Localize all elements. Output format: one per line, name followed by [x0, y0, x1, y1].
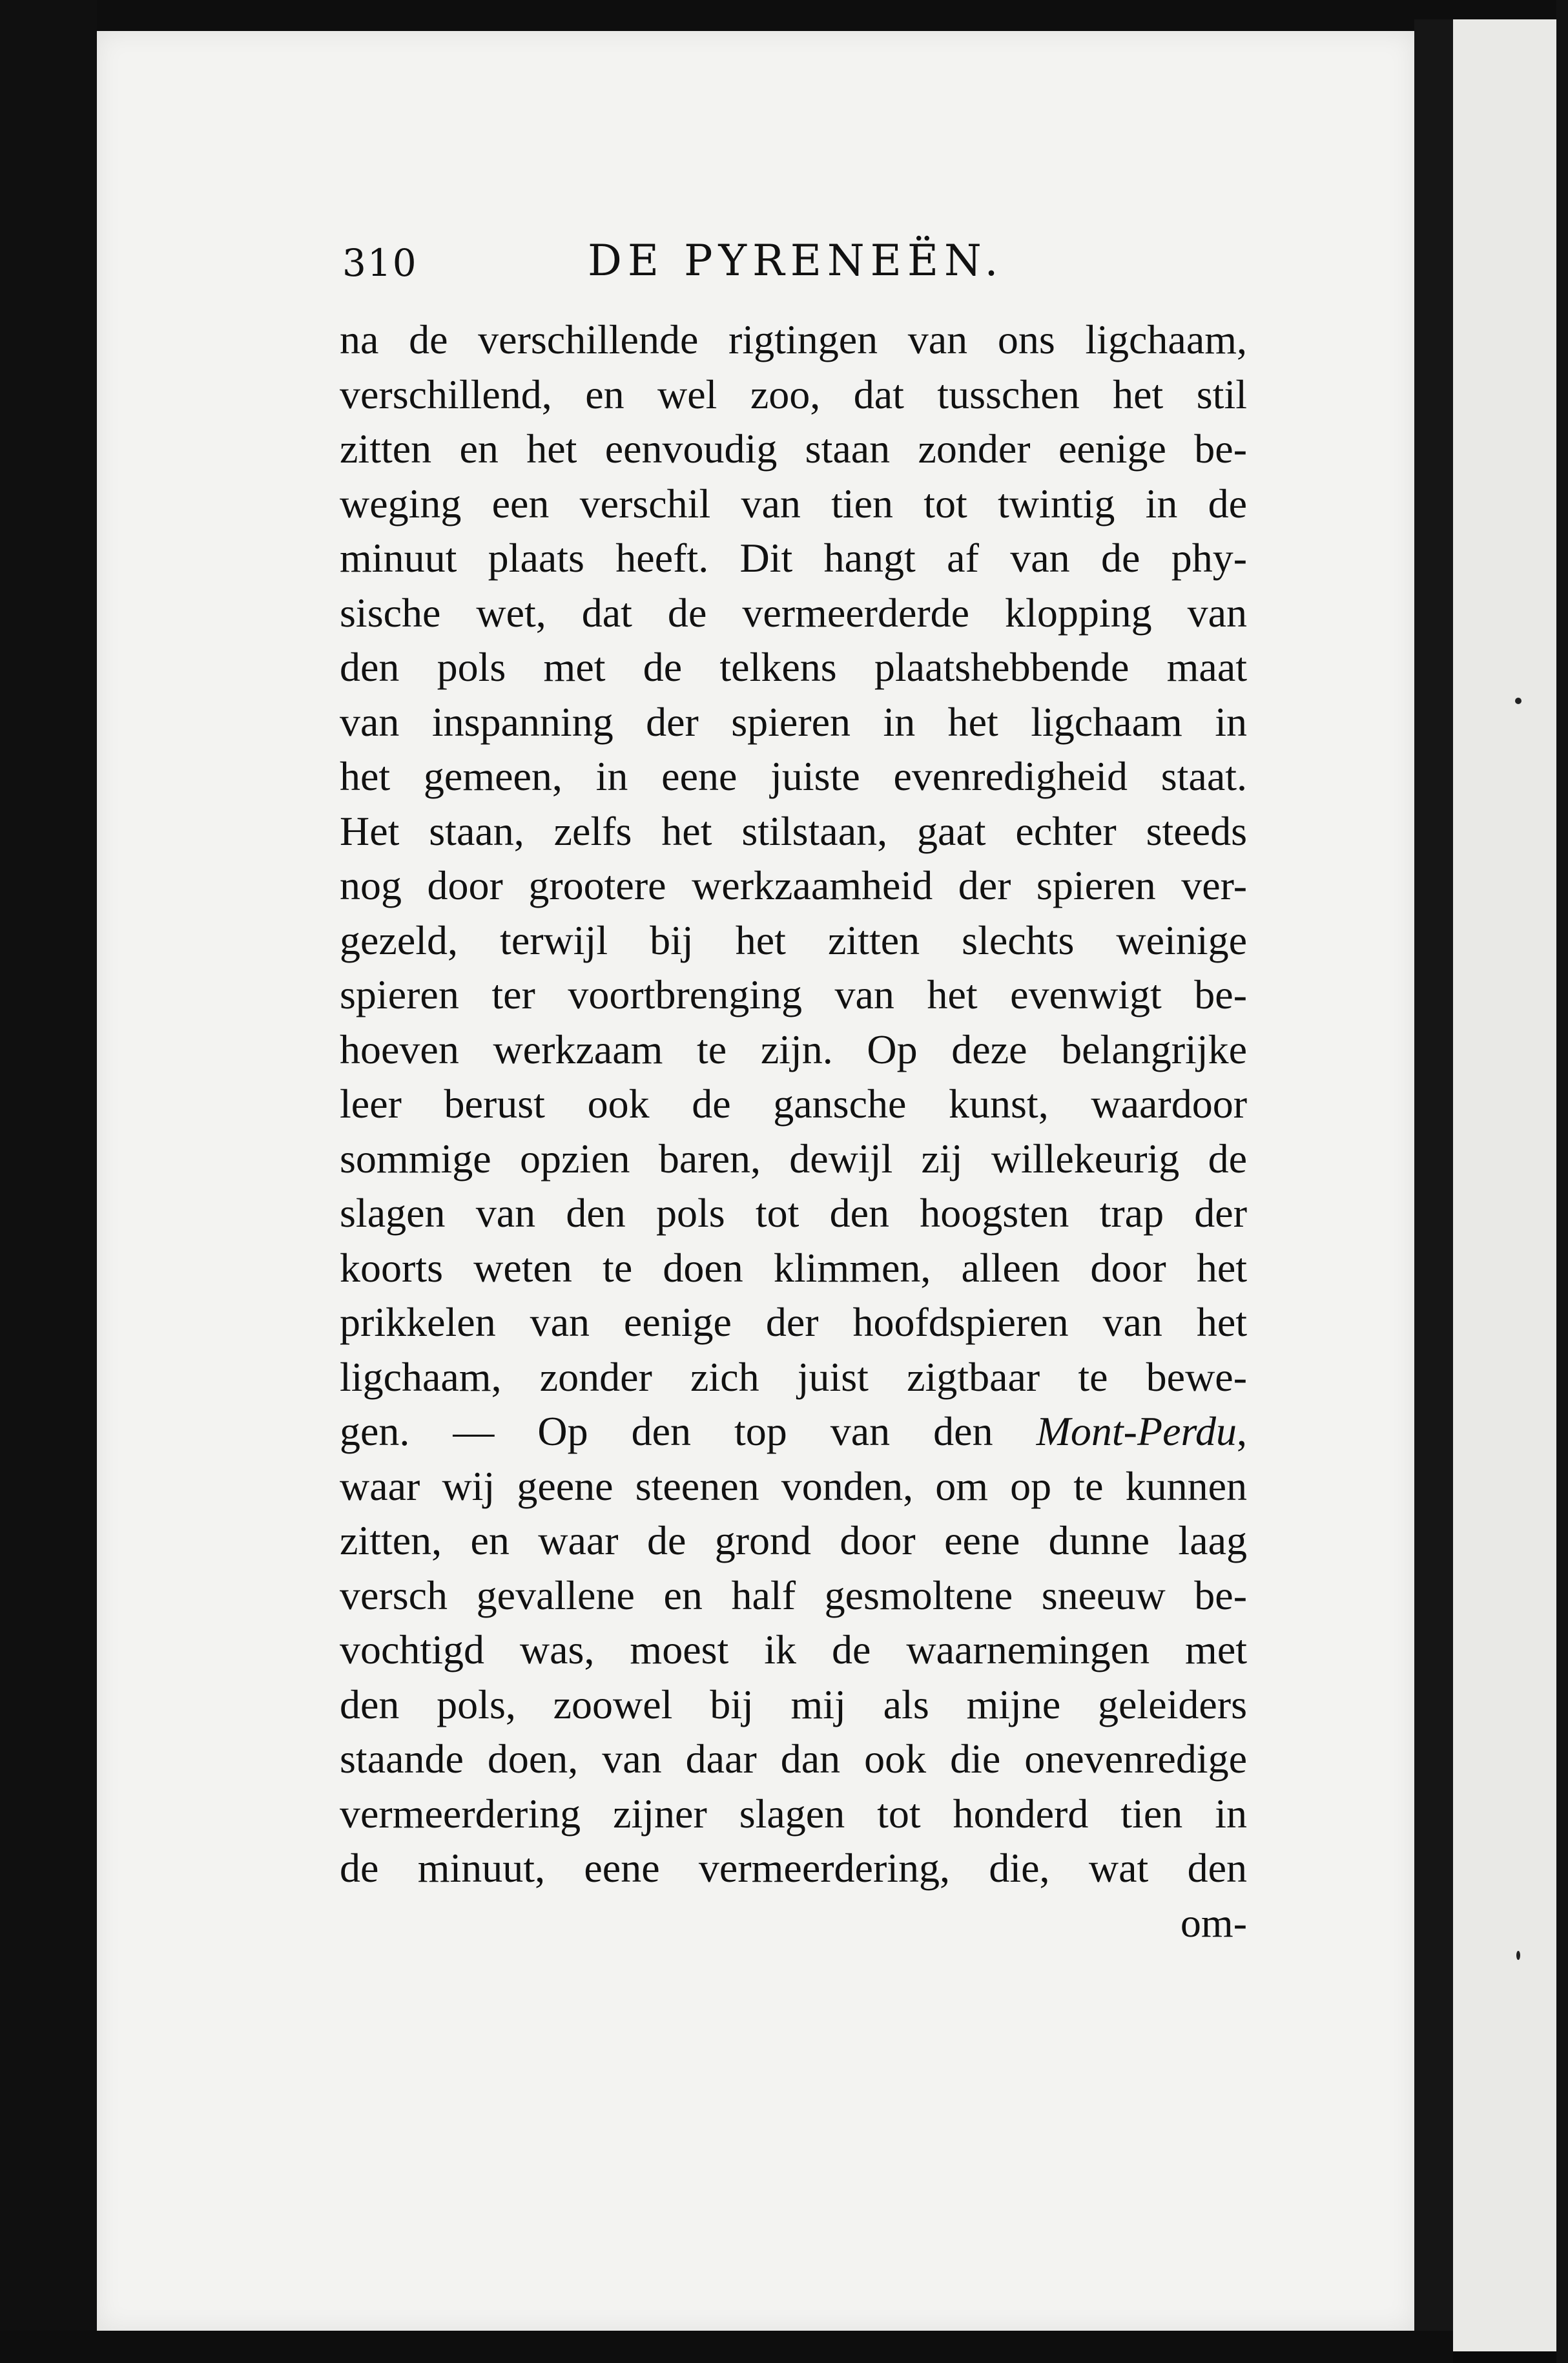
- text-line-with-italic: [340, 1404, 1247, 1459]
- text-line: zitten, en waar de grond door eene dunne laag: [340, 1517, 1247, 1563]
- text-line: koorts weten te doen klimmen, alleen door het: [340, 1244, 1247, 1291]
- text-line: vermeerdering zijner slagen tot honderd tien in: [340, 1790, 1247, 1837]
- text-line: versch gevallene en half gesmoltene sneeuw be-: [340, 1572, 1247, 1618]
- running-title: DE PYRENEËN.: [588, 236, 1004, 286]
- text-line: van inspanning der spieren in het ligchaam in: [340, 698, 1247, 745]
- scan-right-border: [1556, 0, 1568, 2363]
- text-line: weging een verschil van tien tot twintig in de: [340, 480, 1247, 526]
- scan-top-border: [0, 0, 1568, 31]
- italic-place-name: Mont-Perdu: [1036, 1408, 1237, 1454]
- paper-speck: [1516, 1951, 1520, 1960]
- text-line: het gemeen, in eene juiste evenredigheid staat.: [340, 753, 1247, 799]
- text-line: gezeld, terwijl bij het zitten slechts weinige: [340, 917, 1247, 963]
- text-line: waar wij geene steenen vonden, om op te kunnen: [340, 1463, 1247, 1509]
- text-line: prikkelen van eenige der hoofdspieren van het: [340, 1299, 1247, 1345]
- text-line: leer berust ook de gansche kunst, waardoor: [340, 1081, 1247, 1127]
- book-gutter: [1414, 19, 1453, 2345]
- text-line: staande doen, van daar dan ook die onevenredige: [340, 1736, 1247, 1782]
- text-line: vochtigd was, moest ik de waarnemingen met: [340, 1627, 1247, 1672]
- text-line: sommige opzien baren, dewijl zij willekeurig de: [340, 1135, 1247, 1182]
- body-text: [340, 313, 1247, 1950]
- text-line: de minuut, eene vermeerdering, die, wat den: [340, 1845, 1247, 1891]
- paper-speck: [1515, 698, 1522, 704]
- text-line: verschillend, en wel zoo, dat tusschen het stil: [340, 371, 1247, 417]
- text-line: nog door grootere werkzaamheid der spieren ver-: [340, 862, 1247, 908]
- text-line: den pols, zoowel bij mij als mijne geleiders: [340, 1681, 1247, 1727]
- text-line: spieren ter voortbrenging van het evenwigt be-: [340, 972, 1247, 1017]
- facing-page-edge: [1453, 19, 1568, 2351]
- line-text: ,: [1237, 1408, 1247, 1454]
- text-line: zitten en het eenvoudig staan zonder eenige be-: [340, 426, 1247, 472]
- line-text: gen. — Op den top van den: [340, 1408, 1037, 1454]
- text-line: ligchaam, zonder zich juist zigtbaar te bewe-: [340, 1353, 1247, 1400]
- text-line: minuut plaats heeft. Dit hangt af van de phy-: [340, 535, 1247, 581]
- running-head: [242, 223, 1250, 294]
- text-line: na de verschillende rigtingen van ons ligchaam,: [340, 317, 1247, 362]
- text-line: slagen van den pols tot den hoogsten trap der: [340, 1190, 1247, 1236]
- scan-left-border: [0, 0, 97, 2363]
- scan-bottom-border: [0, 2331, 1453, 2363]
- text-line: sische wet, dat de vermeerderde klopping van: [340, 589, 1247, 636]
- page-number: 310: [342, 241, 418, 285]
- text-line: hoeven werkzaam te zijn. Op deze belangrijke: [340, 1026, 1247, 1072]
- text-line: den pols met de telkens plaatshebbende maat: [340, 644, 1247, 690]
- catchword: om-: [1180, 1899, 1247, 1946]
- text-line: Het staan, zelfs het stilstaan, gaat echter steeds: [340, 807, 1247, 854]
